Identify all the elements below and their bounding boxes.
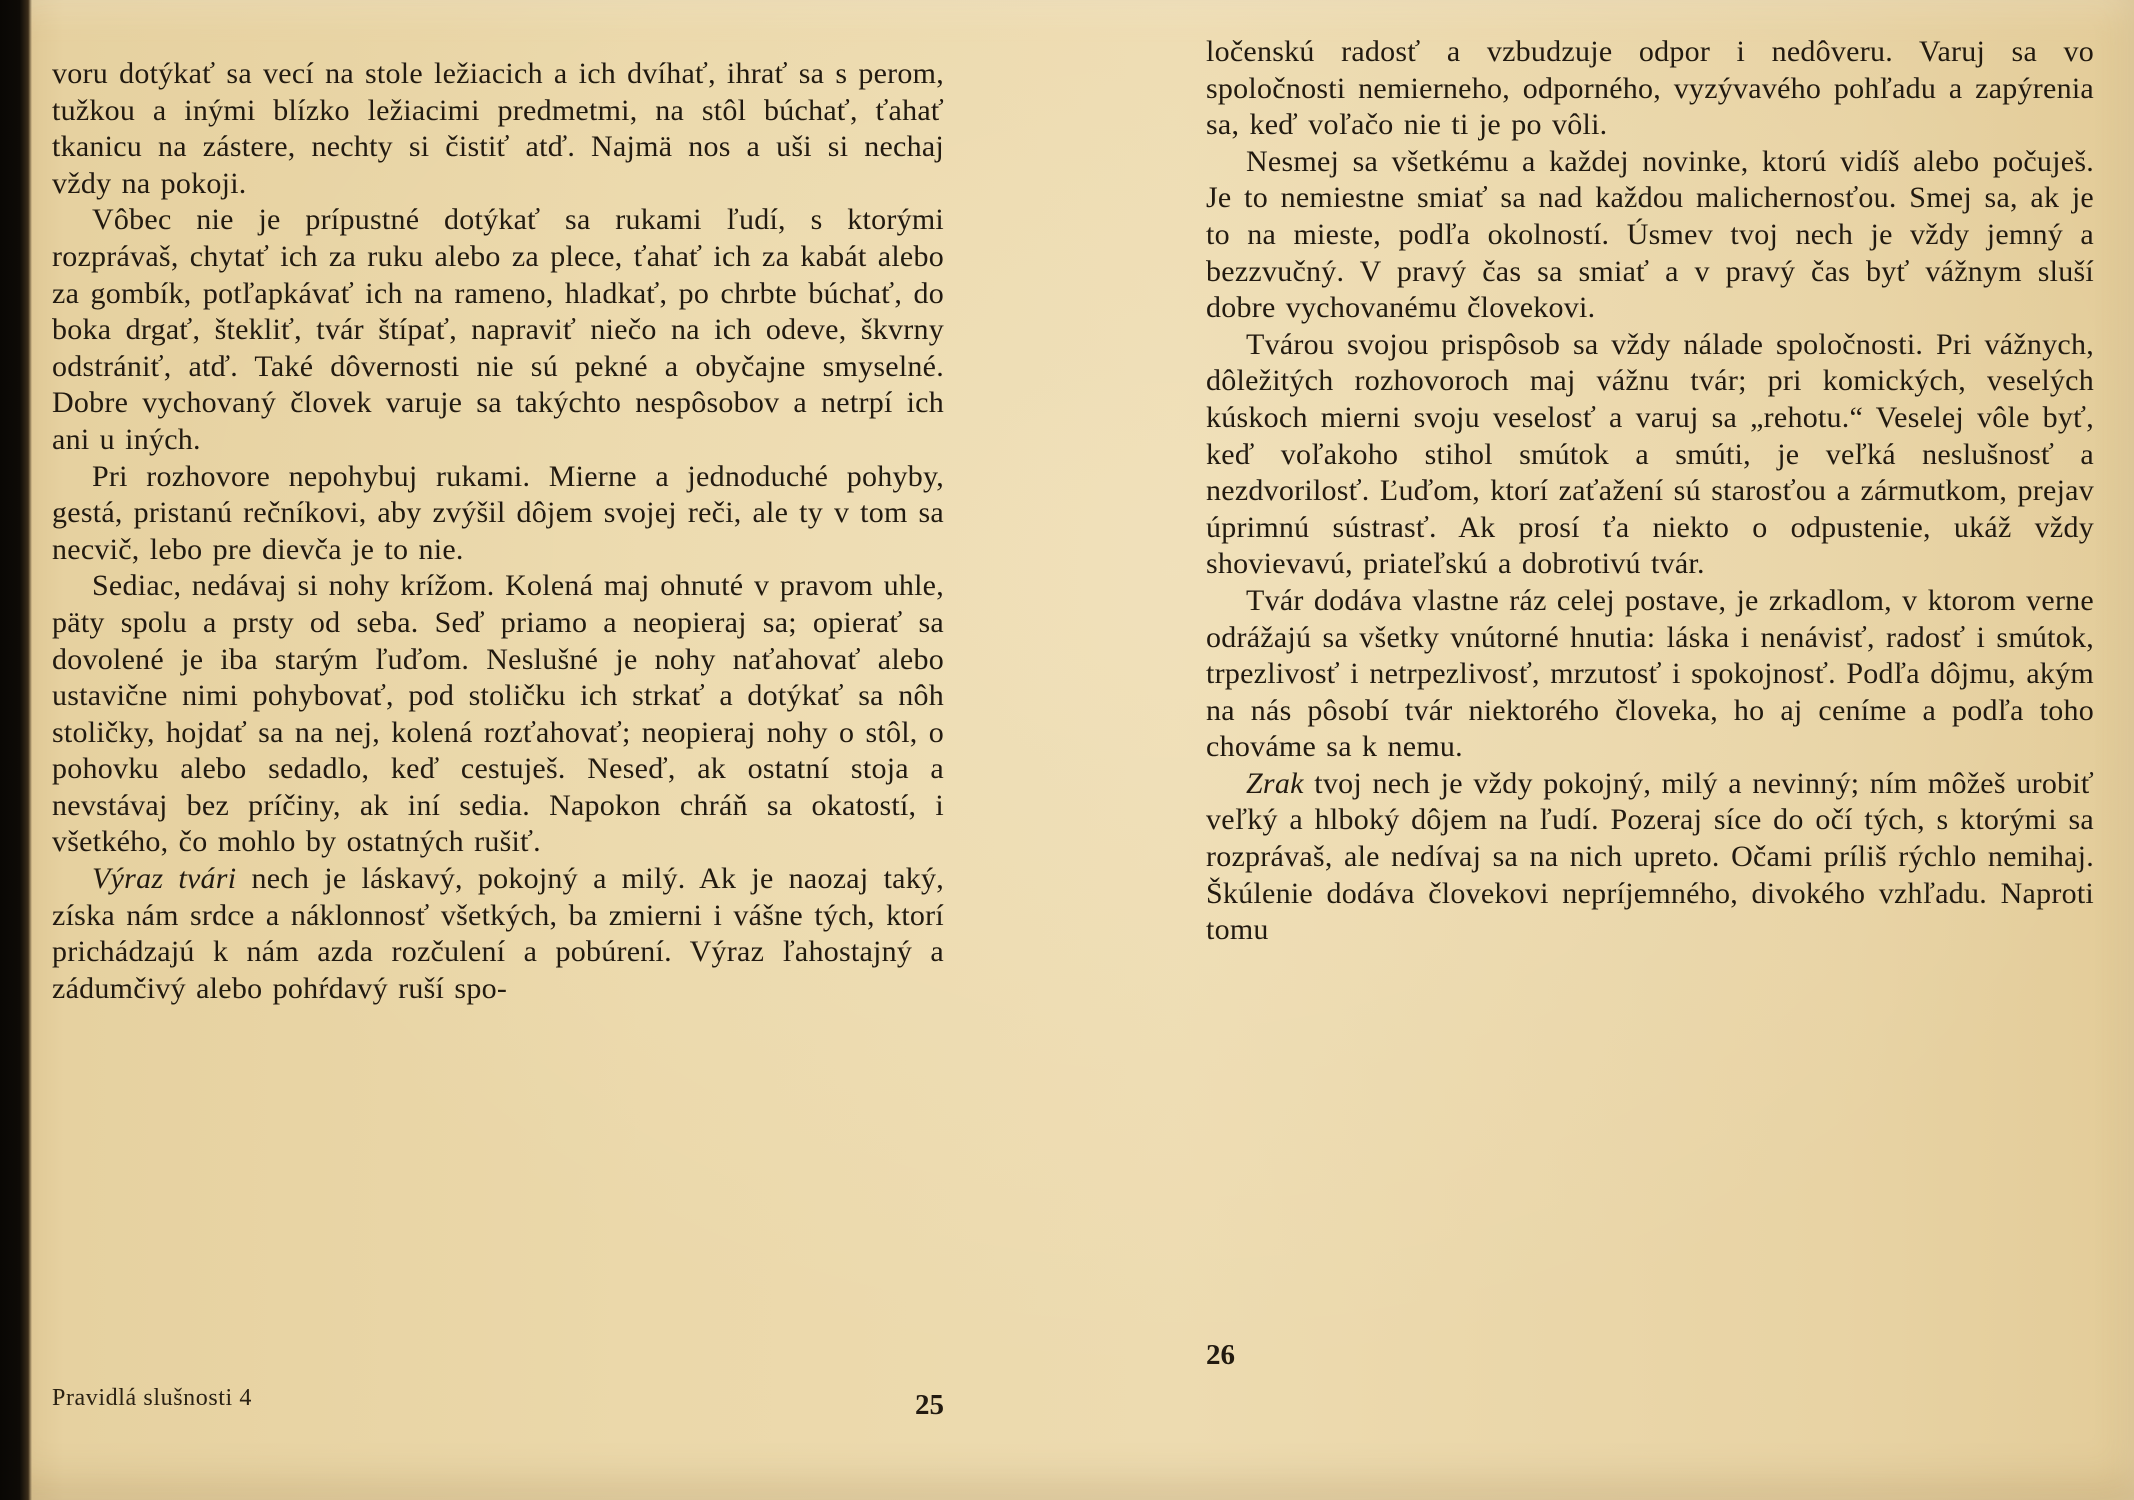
paragraph [1206,34,2094,144]
paragraph [52,568,944,861]
paragraph-italic-lead: Zrak [1246,766,1304,800]
left-page-text [52,56,944,1007]
paragraph-text: tvoj nech je vždy pokojný, milý a nevinný; ním môžeš urobiť veľký a hlboký dôjem na ľudí. Pozeraj síce do očí tých, s ktorými sa rozprávaš, ale nedívaj sa na nich upreto. Očami príliš rýchlo nemihaj. Škúlenie dodáva človekovi nepríjemného, divokého vzhľadu. Naproti tomu [1206,766,2094,947]
paragraph-text: voru dotýkať sa vecí na stole ležiacich a ich dvíhať, ihrať sa s perom, tužkou a inými blízko ležiacimi predmetmi, na stôl búchať, ťahať tkanicu na zástere, nechty si čistiť atď. Najmä nos a uši si nechaj vždy na pokoji. [52,57,944,200]
paragraph [1206,144,2094,327]
paragraph [1206,766,2094,949]
paragraph-text: Sediac, nedávaj si nohy krížom. Kolená maj ohnuté v pravom uhle, päty spolu a prsty od seba. Seď priamo a neopieraj sa; opierať sa dovolené je iba starým ľuďom. Neslušné je nohy naťahovať alebo ustavične nimi pohybovať, pod stoličku ich strkať a dotýkať sa nôh stoličky, hojdať sa na nej, kolená rozťahovať; neopieraj nohy o stôl, o pohovku alebo sedadlo, keď cestuješ. Neseď, ak ostatní stoja a nevstávaj bez príčiny, ak iní sedia. Napokon chráň sa okatostí, i všetkého, čo mohlo by ostatných rušiť. [52,569,944,859]
paragraph [1206,327,2094,583]
left-page [52,0,944,1500]
left-page-footer [52,1379,944,1421]
page-number: 25 [915,1389,944,1421]
right-page [1206,0,2094,1500]
paragraph-italic-lead: Výraz tvári [92,862,237,896]
paragraph [1206,583,2094,766]
page-number: 26 [1206,1339,1235,1371]
paragraph-text: nech je láskavý, pokojný a milý. Ak je naozaj taký, získa nám srdce a náklonnosť všetkých, ba zmierni i vášne tých, ktorí prichádzajú k nám azda rozčulení a pobúrení. Výraz ľahostajný a zádumčivý alebo pohŕdavý ruší spo- [52,862,945,1005]
right-page-footer [1206,1339,2094,1372]
paragraph-text: Nesmej sa všetkému a každej novinke, ktorú vidíš alebo počuješ. Je to nemiestne smiať sa nad každou malichernosťou. Smej sa, ak je to na mieste, podľa okolností. Úsmev tvoj nech je vždy jemný a bezzvučný. V pravý čas sa smiať a v pravý čas byť vážnym sluší dobre vychovanému človekovi. [1206,144,2094,325]
paragraph [52,56,944,202]
binding-edge [0,0,32,1500]
paragraph-text: Tvárou svojou prispôsob sa vždy nálade spoločnosti. Pri vážnych, dôležitých rozhovoroch maj vážnu tvár; pri komických, veselých kúskoch mierni svoju veselosť a varuj sa „rehotu.“ Veselej vôle byť, keď voľakoho stihol smútok a smúti, je veľká neslušnosť a nezdvorilosť. Ľuďom, ktorí zaťažení sú starosťou a zármutkom, prejav úprimnú sústrasť. Ak prosí ťa niekto o odpustenie, ukáž vždy shovievavú, priateľskú a dobrotivú tvár. [1206,327,2094,581]
paragraph-text: Vôbec nie je prípustné dotýkať sa rukami ľudí, s ktorými rozprávaš, chytať ich za ruku alebo za plece, ťahať ich za kabát alebo za gombík, potľapkávať ich na rameno, hladkať, po chrbte búchať, do boka drgať, štekliť, tvár štípať, napraviť niečo na ich odeve, škvrny odstrániť, atď. Také dôvernosti nie sú pekné a obyčajne smyselné. Dobre vychovaný človek varuje sa takýchto nespôsobov a netrpí ich ani u iných. [52,203,944,456]
paragraph-text: Pri rozhovore nepohybuj rukami. Mierne a jednoduché pohyby, gestá, pristanú rečníkovi, aby zvýšil dôjem svojej reči, ale ty v tom sa necvič, lebo pre dievča je to nie. [52,459,944,566]
signature-mark: Pravidlá slušnosti 4 [52,1385,253,1411]
paragraph [52,459,944,569]
paragraph-text: ločenskú radosť a vzbudzuje odpor i nedôveru. Varuj sa vo spoločnosti nemierneho, odporného, vyzývavého pohľadu a zapýrenia sa, keď voľačo nie ti je po vôli. [1206,35,2094,142]
paragraph [52,202,944,458]
right-page-text [1206,34,2094,949]
paragraph [52,861,944,1007]
paragraph-text: Tvár dodáva vlastne ráz celej postave, je zrkadlom, v ktorom verne odrážajú sa všetky vnútorné hnutia: láska i nenávisť, radosť i smútok, trpezlivosť i netrpezlivosť, mrzutosť i spokojnosť. Podľa dôjmu, akým na nás pôsobí tvár niektorého človeka, ho aj ceníme a podľa toho chováme sa k nemu. [1206,583,2094,764]
